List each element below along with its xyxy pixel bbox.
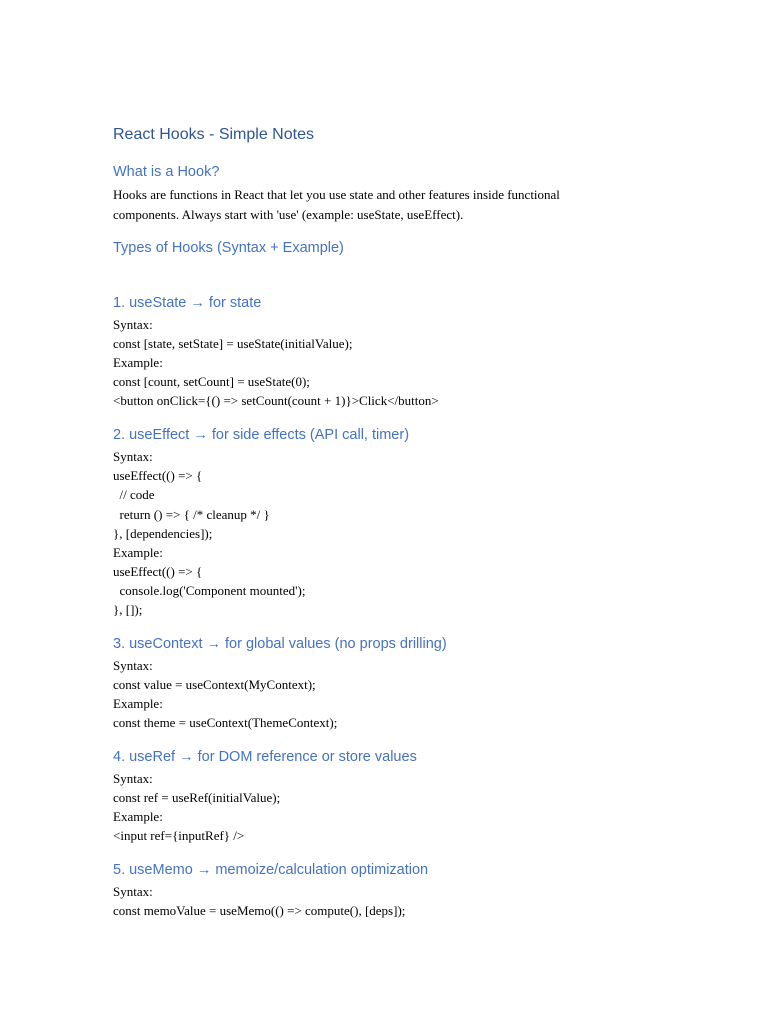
intro-line: Hooks are functions in React that let you use state and other features inside functional <box>113 187 560 202</box>
syntax-label: Syntax: <box>113 658 153 673</box>
code-line: // code <box>113 487 155 502</box>
code-line: const [state, setState] = useState(initialValue); <box>113 336 353 351</box>
example-label: Example: <box>113 809 163 824</box>
code-line: }, []); <box>113 602 143 617</box>
code-line: }, [dependencies]); <box>113 526 213 541</box>
section-heading-usestate: 1. useState → for state <box>113 295 262 311</box>
intro-heading: What is a Hook? <box>113 164 220 180</box>
section-heading-usecontext: 3. useContext → for global values (no props drilling) <box>113 636 447 652</box>
code-line: return () => { /* cleanup */ } <box>113 507 270 522</box>
syntax-label: Syntax: <box>113 771 153 786</box>
syntax-label: Syntax: <box>113 449 153 464</box>
types-heading: Types of Hooks (Syntax + Example) <box>113 240 344 256</box>
syntax-label: Syntax: <box>113 317 153 332</box>
code-line: <input ref={inputRef} /> <box>113 828 245 843</box>
code-line: const memoValue = useMemo(() => compute(), [deps]); <box>113 903 406 918</box>
code-line: const value = useContext(MyContext); <box>113 677 316 692</box>
code-line: useEffect(() => { <box>113 468 203 483</box>
syntax-label: Syntax: <box>113 884 153 899</box>
document-title: React Hooks - Simple Notes <box>113 126 314 143</box>
section-heading-usememo: 5. useMemo → memoize/calculation optimization <box>113 862 429 878</box>
example-label: Example: <box>113 545 163 560</box>
code-line: console.log('Component mounted'); <box>113 583 306 598</box>
intro-paragraph <box>113 185 653 224</box>
code-line: const [count, setCount] = useState(0); <box>113 374 310 389</box>
section-heading-useeffect: 2. useEffect → for side effects (API call, timer) <box>113 427 410 443</box>
section-heading-useref: 4. useRef → for DOM reference or store values <box>113 749 417 765</box>
example-label: Example: <box>113 355 163 370</box>
code-line: const theme = useContext(ThemeContext); <box>113 715 338 730</box>
code-line: <button onClick={() => setCount(count + 1)}>Click</button> <box>113 393 439 408</box>
document-page <box>113 0 673 1024</box>
intro-line: components. Always start with 'use' (example: useState, useEffect). <box>113 206 464 222</box>
code-line: const ref = useRef(initialValue); <box>113 790 281 805</box>
example-label: Example: <box>113 696 163 711</box>
code-line: useEffect(() => { <box>113 564 203 579</box>
